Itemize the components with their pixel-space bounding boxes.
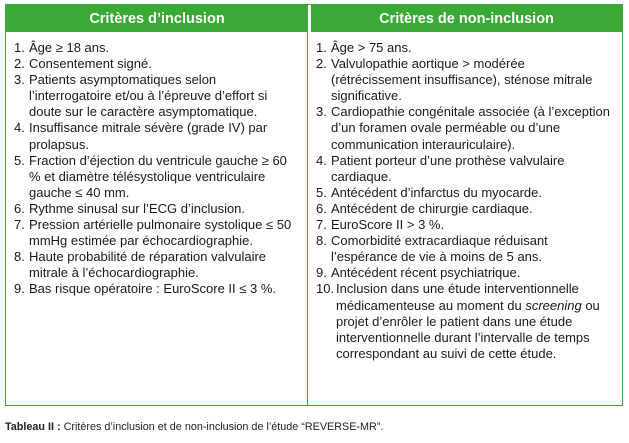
list-item <box>316 265 616 281</box>
item-text <box>336 281 616 361</box>
item-text: Patients asymptomatiques selon l’interrogatoire et/ou à l’épreuve d’effort si doute sur le caractère asymptomatique. <box>29 72 268 120</box>
item-text: Antécédent récent psychiatrique. <box>331 265 521 281</box>
item-number: 2. <box>316 56 327 72</box>
item-text: Comorbidité extracardiaque réduisant l’espérance de vie à moins de 5 ans. <box>331 233 548 265</box>
caption-text: Critères d’inclusion et de non-inclusion de l’étude “REVERSE-MR”. <box>60 421 384 433</box>
item-number: 3. <box>14 72 25 88</box>
item-text: Antécédent de chirurgie cardiaque. <box>331 200 533 216</box>
item-text: Cardiopathie congénitale associée (à l’exception d’un foramen ovale perméable ou d’une communication interauriculaire). <box>331 104 610 152</box>
item-text: Haute probabilité de réparation valvulaire mitrale à l’échocardiographie. <box>29 249 267 281</box>
item-number: 4. <box>14 120 25 136</box>
table-caption <box>5 421 383 433</box>
item-text: Patient porteur d’une prothèse valvulaire cardiaque. <box>331 152 565 184</box>
list-item <box>14 153 301 201</box>
item-number: 5. <box>14 152 25 168</box>
table-body-row <box>6 32 622 405</box>
caption-label: Tableau II : <box>5 421 61 433</box>
item-number: 9. <box>14 281 25 297</box>
table-header-row <box>6 5 622 32</box>
list-item <box>316 153 616 185</box>
list-item <box>14 281 301 297</box>
item-text: Rythme sinusal sur l’ECG d’inclusion. <box>29 200 246 216</box>
item-number: 8. <box>316 233 327 249</box>
list-item <box>14 217 301 249</box>
item-number: 5. <box>316 184 327 200</box>
header-inclusion: Critères d’inclusion <box>6 5 311 32</box>
item-text-before: Inclusion dans une étude interventionnelle médicamenteuse au moment du <box>336 281 579 313</box>
list-item <box>316 104 616 152</box>
item-text: EuroScore II > 3 %. <box>331 217 445 233</box>
item-text: Insuffisance mitrale sévère (grade IV) par prolapsus. <box>29 120 268 152</box>
item-text: Âge > 75 ans. <box>331 40 412 55</box>
item-number: 10. <box>316 281 335 297</box>
item-number: 1. <box>316 40 327 55</box>
item-text: Pression artérielle pulmonaire systolique ≤ 50 mmHg estimée par échocardiographie. <box>29 217 292 249</box>
list-item <box>14 72 301 120</box>
item-number: 7. <box>316 217 327 233</box>
item-text-italic: screening <box>525 297 582 313</box>
non-inclusion-column <box>308 32 622 405</box>
inclusion-column <box>6 32 308 405</box>
item-number: 1. <box>14 40 25 55</box>
item-number: 9. <box>316 265 327 281</box>
header-non-inclusion: Critères de non-inclusion <box>379 10 554 27</box>
list-item <box>14 120 301 152</box>
item-text: Bas risque opératoire : EuroScore II ≤ 3 %. <box>29 281 277 297</box>
list-item <box>316 233 616 265</box>
list-item <box>316 217 616 233</box>
list-item <box>14 201 301 217</box>
non-inclusion-list <box>316 40 616 362</box>
item-text: Consentement signé. <box>29 56 152 72</box>
item-text: Valvulopathie aortique > modérée (rétrécissement insuffisance), sténose mitrale significative. <box>331 56 593 104</box>
item-text: Âge ≥ 18 ans. <box>29 40 110 55</box>
list-item <box>316 56 616 104</box>
list-item <box>316 201 616 217</box>
item-number: 6. <box>14 200 25 216</box>
list-item <box>14 40 301 56</box>
item-text-after: ou projet d’enrôler le patient dans une étude interventionnelle durant l’intervalle de temps correspondant au suivi de cette étude. <box>336 297 600 361</box>
item-number: 6. <box>316 200 327 216</box>
item-number: 7. <box>14 217 25 233</box>
item-text: Fraction d’éjection du ventricule gauche ≥ 60 % et diamètre télésystolique ventriculaire gauche ≤ 40 mm. <box>29 152 287 200</box>
inclusion-list <box>14 40 301 298</box>
list-item <box>14 249 301 281</box>
item-number: 2. <box>14 56 25 72</box>
criteria-table <box>5 4 623 406</box>
list-item <box>316 281 616 361</box>
item-number: 4. <box>316 152 327 168</box>
list-item <box>14 56 301 72</box>
item-text: Antécédent d’infarctus du myocarde. <box>331 184 543 200</box>
list-item <box>316 40 616 56</box>
list-item <box>316 185 616 201</box>
item-number: 8. <box>14 249 25 265</box>
item-number: 3. <box>316 104 327 120</box>
